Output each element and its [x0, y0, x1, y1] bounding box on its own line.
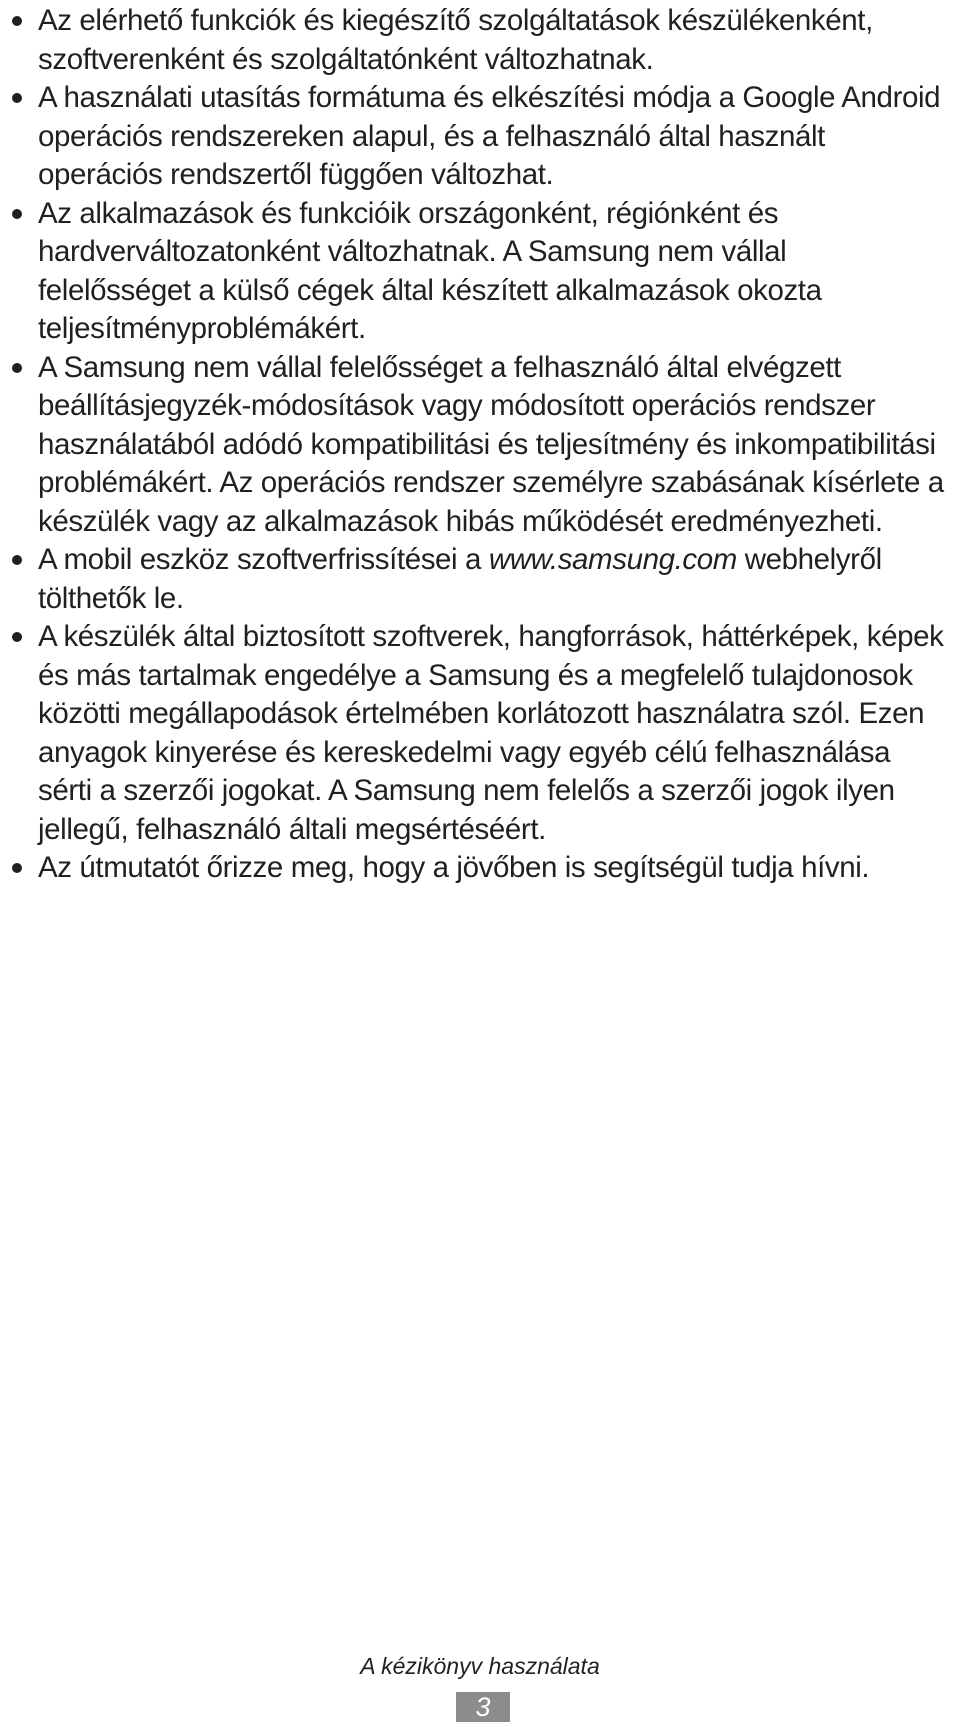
- footer-section-title: A kézikönyv használata: [360, 1653, 600, 1679]
- bullet-item-features: [10, 2, 945, 79]
- bullet-text-before: A mobil eszköz szoftverfrissítései a: [38, 543, 489, 576]
- samsung-website-link[interactable]: www.samsung.com: [488, 543, 737, 576]
- bullet-text-after: webhelyről tölthetők le.: [38, 543, 882, 615]
- bullet-item-keep-guide: [10, 849, 945, 888]
- bullet-dot-icon: [12, 363, 22, 373]
- bullet-text: A Samsung nem vállal felelősséget a felhasználó által elvégzett beállításjegyzék-módosítások vagy módosított operációs rendszer használatából adódó kompatibilitási és teljesítmény és inkompatibilitási problémákért. Az operációs rendszer személyre szabásának kísérlete a készülék vagy az alkalmazások hibás működését eredményezheti.: [38, 350, 944, 538]
- page-content: [10, 2, 945, 888]
- bullet-dot-icon: [12, 863, 22, 873]
- bullet-text: Az útmutatót őrizze meg, hogy a jövőben is segítségül tudja hívni.: [38, 851, 870, 884]
- bullet-item-copyright: [10, 618, 945, 849]
- bullet-dot-icon: [12, 632, 22, 642]
- bullet-text: A készülék által biztosított szoftverek, hangforrások, háttérképek, képek és más tartalmak engedélye a Samsung és a megfelelő tulajdonosok közötti megállapodások értelmében korlátozott használatra szól. Ezen anyagok kinyerése és kereskedelmi vagy egyéb célú felhasználása sérti a szerzői jogokat. A Samsung nem felelős a szerzői jogok ilyen jellegű, felhasználó általi megsértéséért.: [38, 620, 944, 846]
- bullet-dot-icon: [12, 93, 22, 103]
- bullet-dot-icon: [12, 555, 22, 565]
- bullet-text: Az elérhető funkciók és kiegészítő szolgáltatások készülékenként, szoftverenként és szolgáltatónként változhatnak.: [38, 4, 873, 76]
- bullet-text: Az alkalmazások és funkcióik országonként, régiónként és hardverváltozatonként változhatnak. A Samsung nem vállal felelősséget a külső cégek által készített alkalmazások okozta teljesítményproblémákért.: [38, 196, 822, 345]
- bullet-dot-icon: [12, 16, 22, 26]
- bullet-dot-icon: [12, 209, 22, 219]
- bullet-item-software-updates: [10, 541, 945, 618]
- page-number-badge: 3: [456, 1692, 510, 1722]
- bullet-item-registry: [10, 349, 945, 542]
- bullet-list: [10, 2, 945, 888]
- bullet-item-format: [10, 79, 945, 195]
- bullet-item-applications: [10, 195, 945, 349]
- bullet-text: A használati utasítás formátuma és elkészítési módja a Google Android operációs rendszereken alapul, és a felhasználó által használt operációs rendszertől függően változhat.: [38, 81, 941, 191]
